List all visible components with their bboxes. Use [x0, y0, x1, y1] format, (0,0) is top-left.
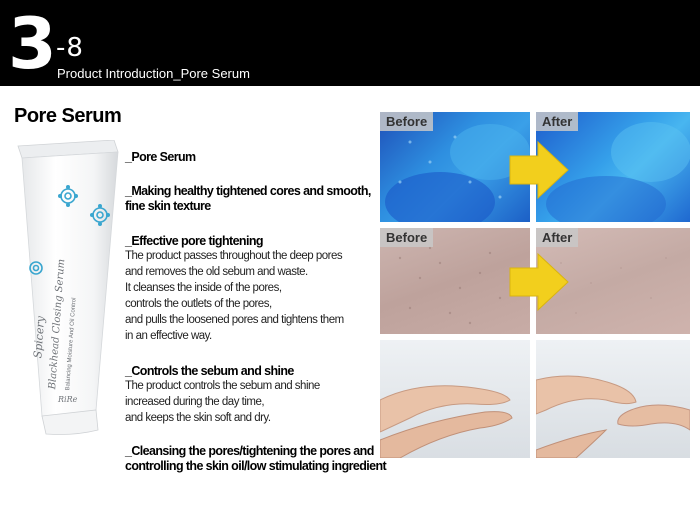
feature-body-line: It cleanses the inside of the pores, — [125, 282, 282, 294]
feature-body-3 — [125, 248, 385, 344]
feature-body-line: The product passes throughout the deep pores — [125, 250, 343, 262]
feature-heading-2: _ Making healthy tightened cores and smooth, fine skin texture — [125, 184, 375, 214]
texture-image-2 — [536, 340, 690, 458]
after-label: After — [536, 228, 578, 247]
feature-body-line: and keeps the skin soft and dry. — [125, 412, 271, 424]
feature-heading-4: _ Controls the sebum and shine — [125, 364, 294, 379]
feature-body-line: controls the outlets of the pores, — [125, 298, 272, 310]
product-small-line: Balancing Moisture And Oil Control — [65, 297, 78, 391]
product-tube-image — [14, 140, 122, 435]
feature-body-line: in an effective way. — [125, 330, 212, 342]
arrow-right-icon — [508, 140, 570, 200]
section-header — [0, 0, 700, 86]
feature-body-line: and removes the old sebum and waste. — [125, 266, 308, 278]
feature-heading-1: _ Pore Serum — [125, 150, 385, 165]
arrow-right-icon — [508, 252, 570, 312]
product-script-line2: Blackhead Closing Serum — [47, 258, 68, 390]
before-label: Before — [380, 228, 433, 247]
section-number: 3 — [8, 3, 57, 85]
after-label: After — [536, 112, 578, 131]
feature-body-4 — [125, 378, 385, 426]
feature-body-line: The product controls the sebum and shine — [125, 380, 320, 392]
section-title: Product Introduction_Pore Serum — [57, 66, 250, 81]
product-brand: RiRe — [58, 395, 78, 404]
texture-image-1 — [380, 340, 530, 458]
feature-heading-5: _ Cleansing the pores/tightening the pores and controlling the skin oil/low stimulating ingredient — [125, 444, 415, 474]
feature-heading-3: _ Effective pore tightening — [125, 234, 263, 249]
page-title: Pore Serum — [14, 105, 122, 127]
feature-body-line: and pulls the loosened pores and tightens them — [125, 314, 344, 326]
section-subnumber: -8 — [56, 33, 84, 63]
before-label: Before — [380, 112, 433, 131]
product-script-line1: Spicery — [31, 315, 48, 359]
feature-body-line: increased during the day time, — [125, 396, 265, 408]
